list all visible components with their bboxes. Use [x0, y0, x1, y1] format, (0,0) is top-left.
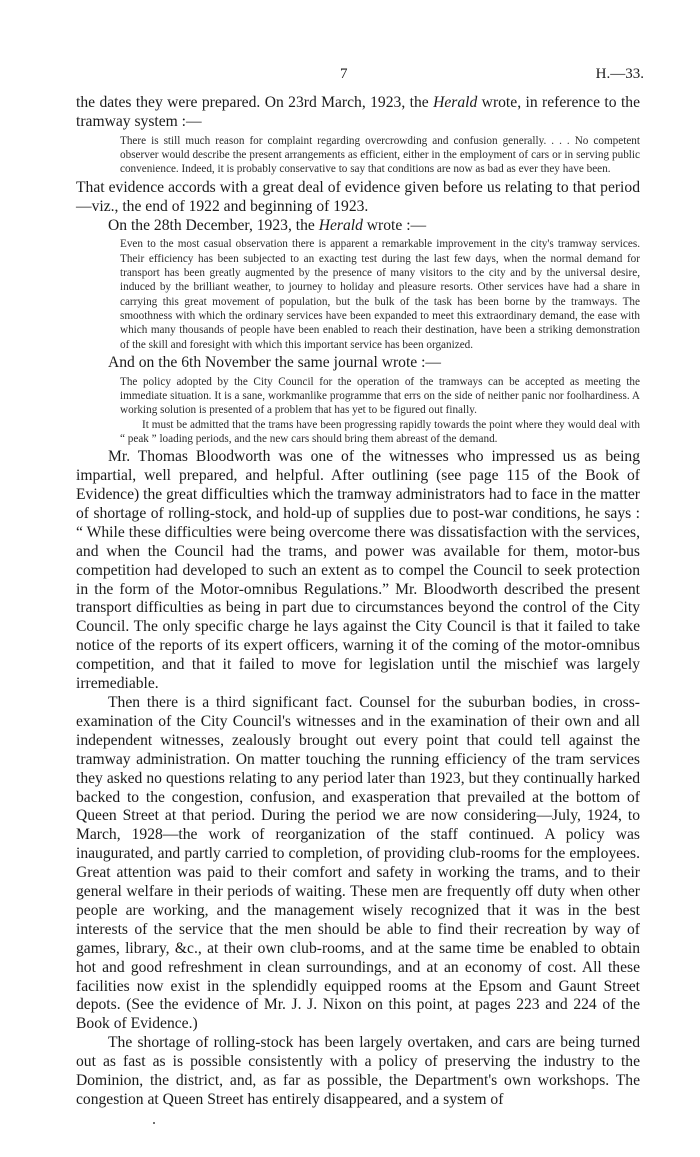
paragraph-1-text-b: wrote, in reference to the tramway system :— [76, 94, 640, 130]
paragraph-3-text-b: wrote :— [362, 216, 427, 234]
quote-3: The policy adopted by the City Council for the operation of the tramways can be accepted as meeting the immediate situation. It is a sane, workmanlike programme that errs on the side of neither panic nor foolhardiness. A working solution is presented of a problem that has yet to be figured out finally. [120, 375, 640, 417]
document-reference: H.—33. [595, 66, 644, 82]
paragraph-2: That evidence accords with a great deal of evidence given before us relating to that period—viz., the end of 1922 and beginning of 1923. [76, 178, 640, 215]
herald-title: Herald [433, 94, 478, 111]
page-body [76, 94, 640, 1110]
quote-2: Even to the most casual observation there is apparent a remarkable improvement in the city's tramway services. Their efficiency has been subjected to an exacting test during the last few days, when the normal demand for transport has been greatly augmented by the presence of many visitors to the city and by the universal desire, induced by the brilliant weather, to journey to holiday and pleasure resorts. Other services have had a share in carrying this great movement of population, but the bulk of the task has been borne by the tramways. The smoothness with which the ordinary services have been expanded to meet this extraordinary demand, the ease with which many thousands of people have been enabled to reach their destination, have been a striking demonstration of the skill and foresight with which this important service has been organized. [120, 238, 640, 351]
ink-speck [153, 1122, 155, 1124]
paragraph-1 [76, 94, 640, 132]
paragraph-4: And on the 6th November the same journal wrote :— [108, 353, 442, 371]
herald-title: Herald [318, 216, 363, 234]
paragraph-5: Mr. Thomas Bloodworth was one of the witnesses who impressed us as being impartial, well prepared, and helpful. After outlining (see page 115 of the Book of Evidence) the great difficulties which the tramway administrators had to face in the matter of shortage of rolling-stock, and hold-up of supplies due to post-war conditions, he says : “ While these difficulties were being overcome there was dissatisfaction with the services, and when the Council had the trams, and power was available for them, motor-bus competition had developed to such an extent as to compel the Council to seek protection in the form of the Motor-omnibus Regulations.” Mr. Bloodworth described the present transport difficulties as being in part due to circumstances beyond the control of the City Council. The only specific charge he lays against the City Council is that it failed to take notice of the reports of its expert officers, warning it of the coming of the motor-omnibus competition, and that it failed to move for legislation until the mischief was largely irremediable. [76, 448, 640, 693]
paragraph-7: The shortage of rolling-stock has been largely overtaken, and cars are being turned out as fast as is possible consistently with a policy of preserving the industry to the Dominion, the district, and, as far as possible, the Department's own workshops. The congestion at Queen Street has entirely disappeared, and a system of [76, 1034, 640, 1108]
quote-1: There is still much reason for complaint regarding overcrowding and confusion generally. . . . No competent observer would describe the present arrangements as efficient, either in the employment of cars or in serving public convenience. Indeed, it is probably conservative to say that conditions are now as bad as ever they have been. [120, 134, 640, 176]
paragraph-3 [76, 217, 640, 236]
paragraph-6: Then there is a third significant fact. Counsel for the suburban bodies, in cross-examination of the City Council's witnesses and in the examination of their own and all independent witnesses, zealously brought out every point that could tell against the tramway administration. On matter touching the running efficiency of the tram services they asked no questions relating to any period later than 1923, but they continually harked backed to the congestion, confusion, and exasperation that prevailed at the bottom of Queen Street at that period. During the period we are now considering—July, 1924, to March, 1928—the work of reorganization of the staff continued. A policy was inaugurated, and partly carried to completion, of providing club-rooms for the employees. Great attention was paid to their comfort and safety in working the trams, and to their general welfare in their periods of waiting. These men are frequently off duty when other people are working, and the management wisely recognized that it was in the best interests of the service that the men should be able to find their recreation by way of games, library, &c., at their own club-rooms, and at the same time be enabled to obtain hot and good refreshment in clean surroundings, and at an economy of cost. All these facilities now exist in the splendidly equipped rooms at the Epsom and Gaunt Street depots. (See the evidence of Mr. J. J. Nixon on this point, at pages 223 and 224 of the Book of Evidence.) [76, 693, 640, 1033]
paragraph-3-text-a: On the 28th December, 1923, the [108, 216, 319, 234]
page-number: 7 [340, 66, 348, 82]
paragraph-1-text-a: the dates they were prepared. On 23rd March, 1923, the [76, 94, 434, 111]
quote-4: It must be admitted that the trams have been progressing rapidly towards the point where they would deal with “ peak ” loading periods, and the new cars should bring them abreast of the demand. [120, 418, 640, 445]
